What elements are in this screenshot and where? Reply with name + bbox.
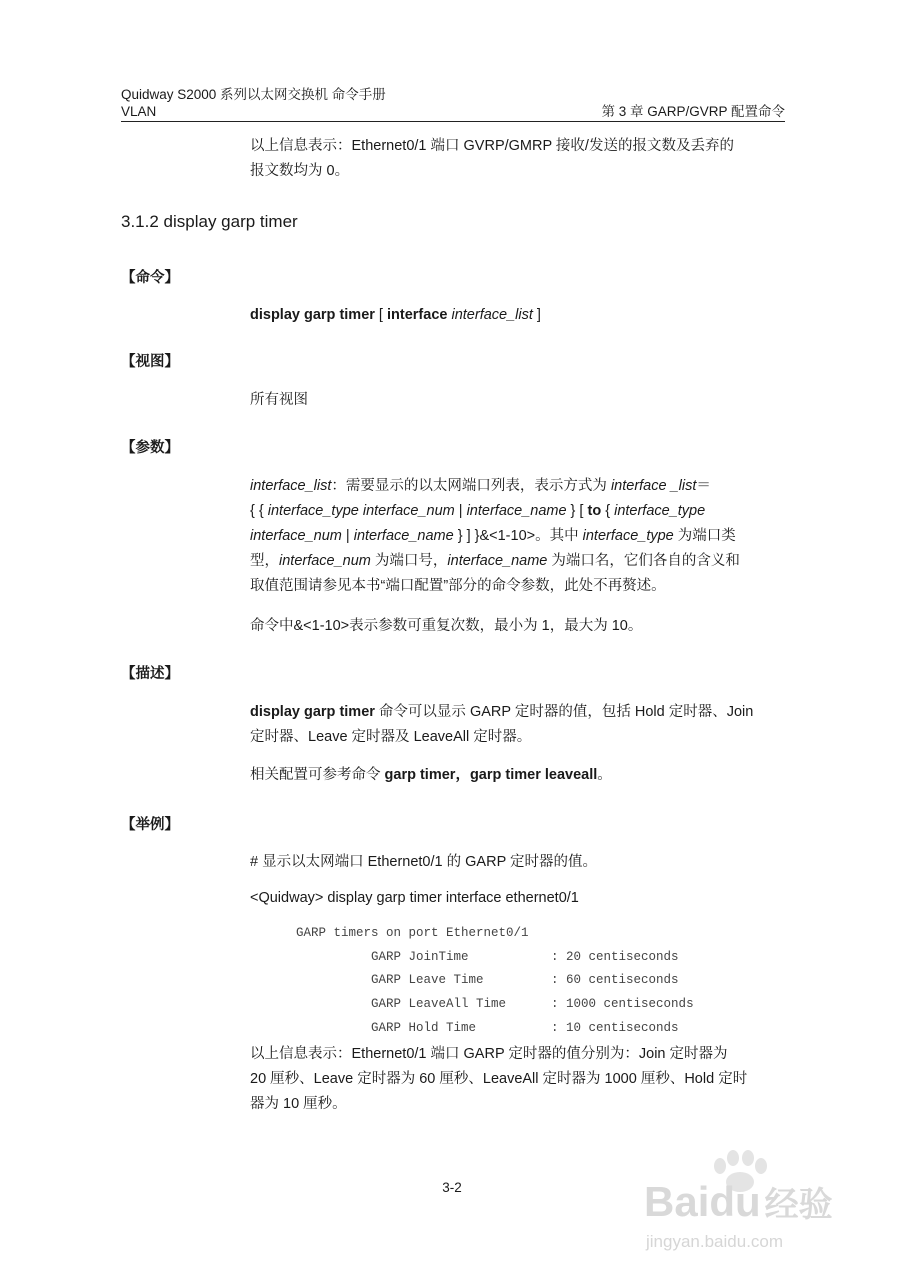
params-line: 型，interface_num 为端口号，interface_name 为端口名，它们各自的含义和 xyxy=(250,553,740,569)
output-line: GARP JoinTime : 20 centiseconds xyxy=(296,949,679,964)
header-rule xyxy=(121,121,785,122)
description-paragraph xyxy=(250,700,785,750)
output-line: GARP Leave Time : 60 centiseconds xyxy=(296,973,679,988)
view-text: 所有视图 xyxy=(250,392,308,408)
baidu-watermark xyxy=(640,1150,880,1260)
params-repeat-note: 命令中&<1-10>表示参数可重复次数，最小为 1，最大为 10。 xyxy=(250,618,643,634)
description-label: 【描述】 xyxy=(121,666,179,682)
example-output xyxy=(296,922,694,1041)
intro-line: 以上信息表示：Ethernet0/1 端口 GVRP/GMRP 接收/发送的报文数及丢弃的 xyxy=(250,138,734,154)
command-label: 【命令】 xyxy=(121,270,179,286)
watermark-brand: Baidu 经验 xyxy=(644,1178,833,1225)
params-line: { { interface_type interface_num | interface_name } [ to { interface_type xyxy=(250,503,706,519)
description-line: display garp timer 命令可以显示 GARP 定时器的值，包括 Hold 定时器、Join xyxy=(250,704,754,720)
header-chapter-left: VLAN xyxy=(121,104,157,119)
params-label: 【参数】 xyxy=(121,440,179,456)
output-line: GARP LeaveAll Time : 1000 centiseconds xyxy=(296,997,694,1012)
output-line: GARP Hold Time : 10 centiseconds xyxy=(296,1020,679,1035)
command-argument: interface_list xyxy=(447,307,533,323)
intro-line: 报文数均为 0。 xyxy=(250,163,350,179)
example-command: <Quidway> display garp timer interface ethernet0/1 xyxy=(250,890,579,906)
description-related: 相关配置可参考命令 garp timer，garp timer leaveall。 xyxy=(250,767,612,783)
params-line: 取值范围请参见本书“端口配置”部分的命令参数，此处不再赘述。 xyxy=(250,578,666,594)
description-line: 定时器、Leave 定时器及 LeaveAll 定时器。 xyxy=(250,729,532,745)
params-line: interface_list：需要显示的以太网端口列表，表示方式为 interface _list＝ xyxy=(250,478,711,494)
view-label: 【视图】 xyxy=(121,354,179,370)
result-line: 以上信息表示：Ethernet0/1 端口 GARP 定时器的值分别为：Join 定时器为 xyxy=(250,1046,728,1062)
example-label: 【举例】 xyxy=(121,817,179,833)
params-paragraph xyxy=(250,474,785,599)
example-comment: # 显示以太网端口 Ethernet0/1 的 GARP 定时器的值。 xyxy=(250,854,598,870)
header-title: Quidway S2000 系列以太网交换机 命令手册 xyxy=(121,87,386,102)
section-title: 3.1.2 display garp timer xyxy=(121,212,298,231)
intro-paragraph xyxy=(250,134,785,184)
params-line: interface_num | interface_name } ] }&<1-10>。其中 interface_type 为端口类 xyxy=(250,528,736,544)
result-line: 器为 10 厘秒。 xyxy=(250,1096,347,1112)
command-keyword: interface xyxy=(387,307,448,323)
command-keyword: display garp timer xyxy=(250,307,375,323)
command-syntax: display garp timer [ interface interface_list ] xyxy=(250,307,541,323)
result-line: 20 厘秒、Leave 定时器为 60 厘秒、LeaveAll 定时器为 1000 厘秒、Hold 定时 xyxy=(250,1071,748,1087)
output-line: GARP timers on port Ethernet0/1 xyxy=(296,926,529,940)
page-number: 3-2 xyxy=(442,1180,462,1195)
watermark-url: jingyan.baidu.com xyxy=(646,1232,784,1251)
header-chapter-right: 第 3 章 GARP/GVRP 配置命令 xyxy=(601,104,785,119)
example-result xyxy=(250,1042,785,1117)
